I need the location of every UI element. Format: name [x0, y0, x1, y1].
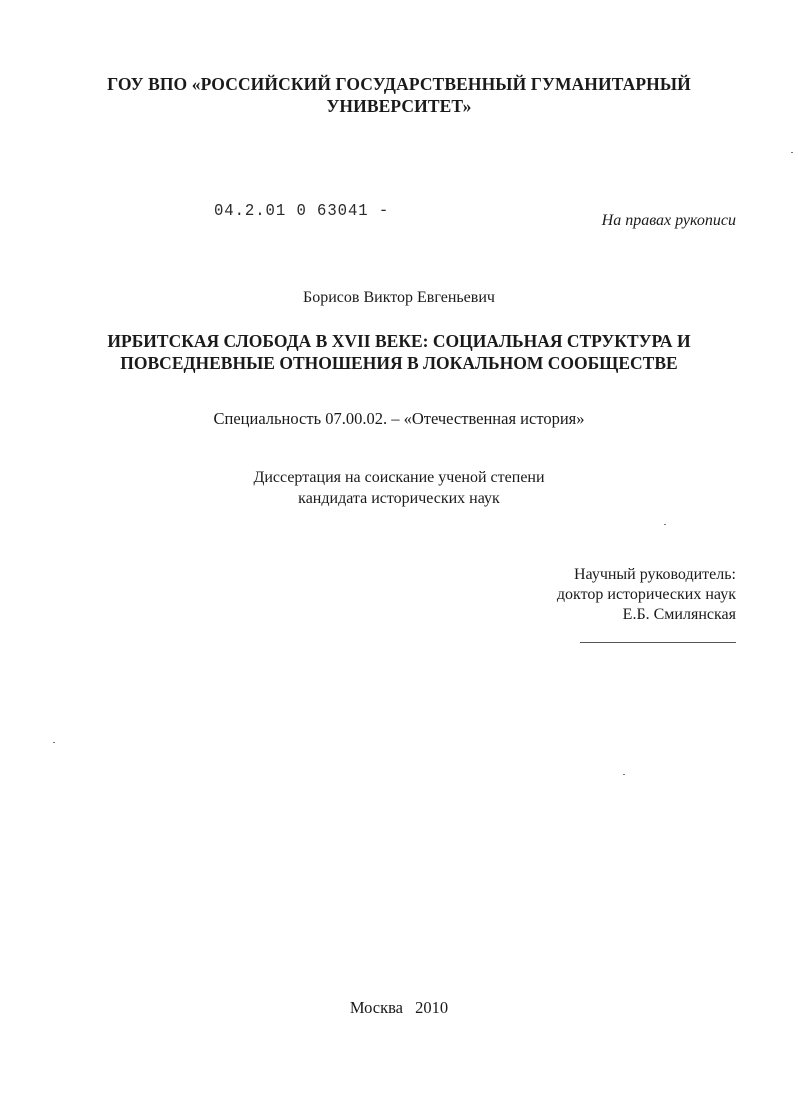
title-line-1: ИРБИТСКАЯ СЛОБОДА В XVII ВЕКЕ: СОЦИАЛЬНАЯ СТРУКТУРА И [107, 331, 691, 351]
dissertation-line-2: кандидата исторических наук [298, 490, 500, 507]
specialty-line: Специальность 07.00.02. – «Отечественная история» [213, 409, 585, 428]
dissertation-title [0, 330, 798, 374]
scan-speck [623, 774, 625, 775]
dissertation-degree [0, 467, 798, 509]
scan-speck [53, 742, 55, 743]
institution-line-2: УНИВЕРСИТЕТ» [326, 96, 472, 116]
title-line-2: ПОВСЕДНЕВНЫЕ ОТНОШЕНИЯ В ЛОКАЛЬНОМ СООБЩЕСТВЕ [120, 353, 678, 373]
institution-header [0, 73, 798, 117]
institution-line-1: ГОУ ВПО «РОССИЙСКИЙ ГОСУДАРСТВЕННЫЙ ГУМАНИТАРНЫЙ [107, 74, 691, 94]
city-year: Москва 2010 [349, 998, 449, 1017]
signature-line [580, 642, 736, 643]
document-stamp-number: 04.2.01 0 63041 - [214, 202, 390, 221]
dissertation-line-1: Диссертация на соискание ученой степени [253, 469, 545, 486]
scan-speck [791, 152, 793, 153]
manuscript-rights-label: На правах рукописи [601, 212, 736, 229]
supervisor-role: Научный руководитель: [573, 566, 736, 583]
scan-speck [664, 524, 666, 525]
supervisor-block [557, 565, 736, 625]
author-name: Борисов Виктор Евгеньевич [303, 289, 495, 306]
supervisor-degree: доктор исторических наук [556, 586, 736, 603]
supervisor-name: Е.Б. Смилянская [622, 606, 736, 623]
